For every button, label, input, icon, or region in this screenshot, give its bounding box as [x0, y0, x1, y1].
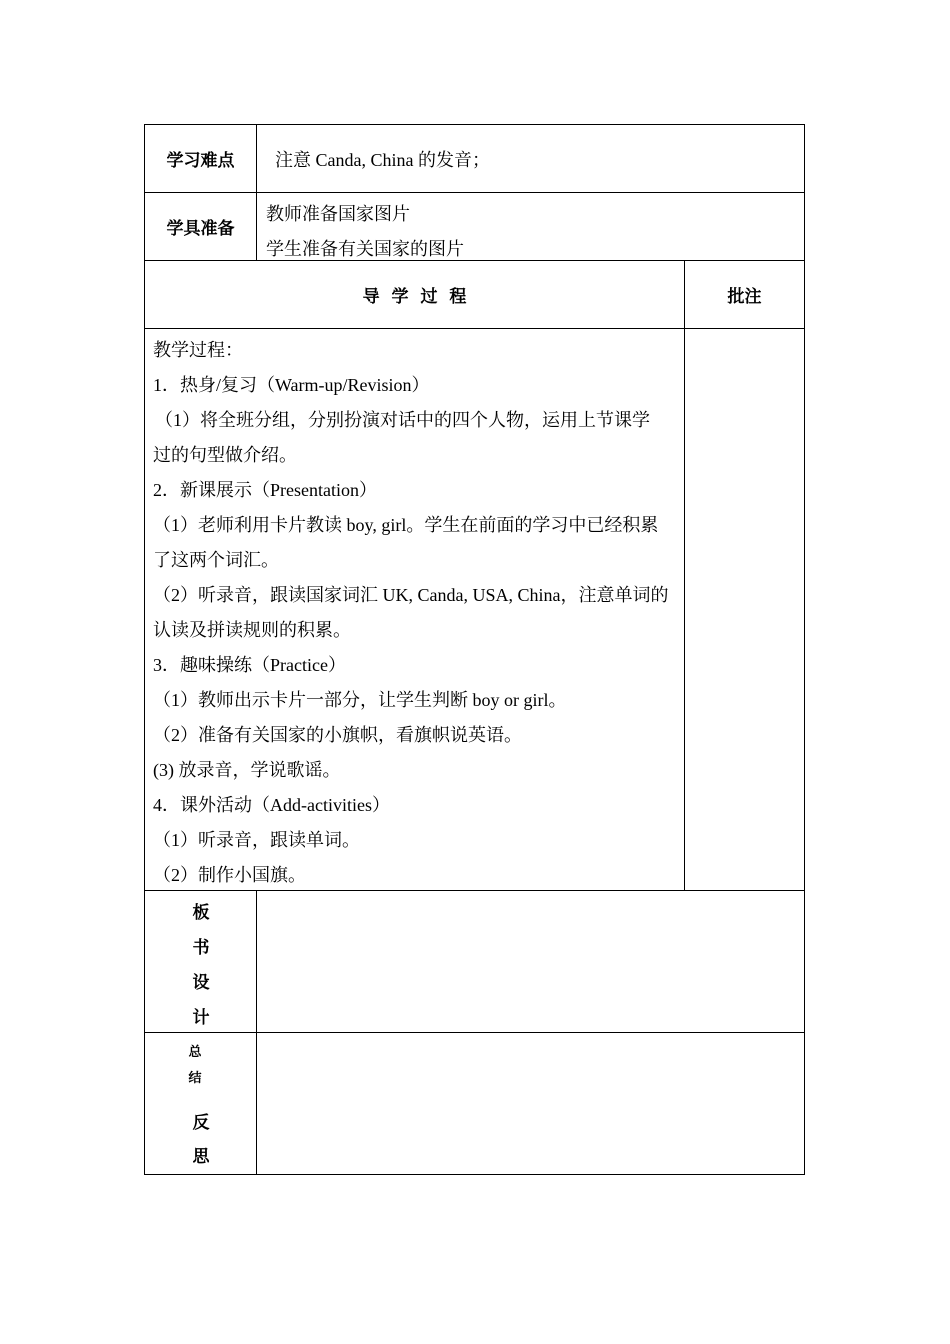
summary-char: 总 [188, 1045, 202, 1060]
board-design-char: 计 [192, 1008, 210, 1028]
preparation-line: 学生准备有关国家的图片 [266, 239, 464, 259]
process-line: 3．趣味操练（Practice） [153, 655, 346, 675]
summary-char: 结 [188, 1071, 202, 1086]
preparation-label: 学具准备 [166, 219, 235, 239]
summary-char: 反 [192, 1113, 210, 1133]
process-line: （1）教师出示卡片一部分，让学生判断 boy or girl。 [153, 690, 567, 710]
process-line: （2）制作小国旗。 [153, 865, 306, 885]
process-line: （2）听录音，跟读国家词汇 UK, Canda, USA, China，注意单词的 [153, 585, 669, 605]
board-design-char: 设 [192, 973, 210, 993]
board-design-char: 书 [192, 938, 210, 958]
process-header-title: 导 学 过 程 [362, 287, 467, 307]
board-design-content [257, 891, 804, 1032]
process-line: 1．热身/复习（Warm-up/Revision） [153, 375, 430, 395]
process-content [153, 333, 683, 889]
process-line: 4．课外活动（Add-activities） [153, 795, 390, 815]
process-line: （1）将全班分组，分别扮演对话中的四个人物，运用上节课学 [155, 410, 650, 430]
process-line: (3) 放录音，学说歌谣。 [153, 760, 341, 780]
process-line: 了这两个词汇。 [153, 550, 279, 570]
board-design-char: 板 [192, 903, 210, 923]
difficulty-label: 学习难点 [166, 151, 235, 171]
difficulty-text: 注意 Canda, China 的发音； [275, 150, 490, 170]
process-line: 认读及拼读规则的积累。 [153, 620, 351, 640]
process-line: （1）听录音，跟读单词。 [153, 830, 360, 850]
summary-label [145, 1033, 256, 1174]
process-line: 过的句型做介绍。 [153, 445, 297, 465]
board-design-label [145, 891, 256, 1032]
process-line: 教学过程： [153, 340, 243, 360]
process-line: （1）老师利用卡片教读 boy, girl。学生在前面的学习中已经积累 [153, 515, 659, 535]
process-line: （2）准备有关国家的小旗帜，看旗帜说英语。 [153, 725, 522, 745]
summary-char: 思 [192, 1147, 210, 1167]
process-line: 2．新课展示（Presentation） [153, 480, 377, 500]
preparation-line: 教师准备国家图片 [266, 204, 410, 224]
notes-header: 批注 [727, 287, 762, 307]
summary-content [257, 1033, 804, 1174]
notes-column [685, 329, 804, 890]
column-divider [256, 125, 257, 261]
lesson-plan-table [144, 124, 805, 1175]
